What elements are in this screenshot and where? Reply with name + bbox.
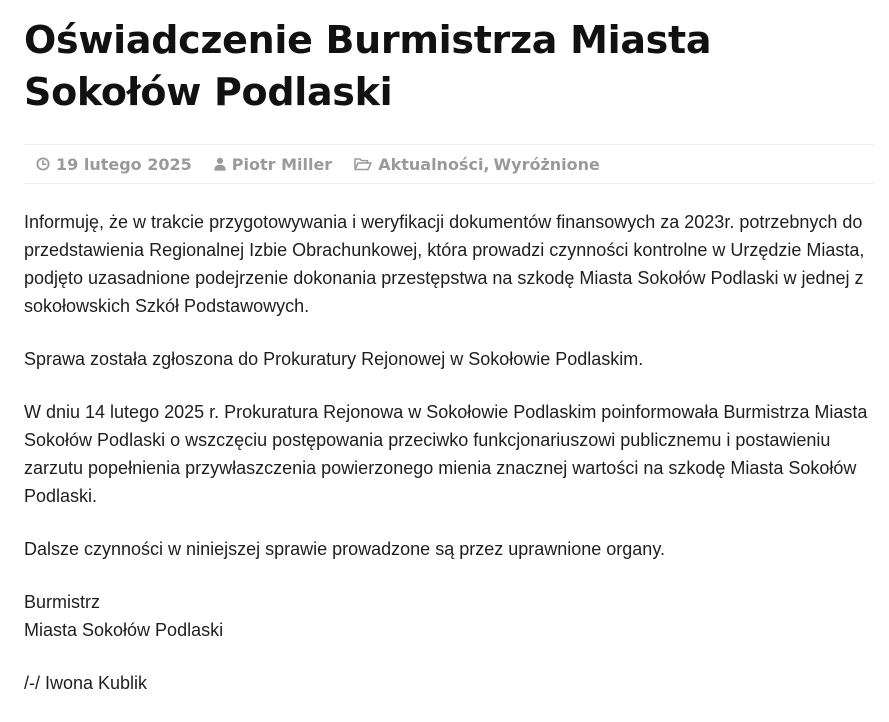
post-categories [354, 155, 600, 174]
folder-open-icon [354, 157, 372, 171]
user-icon [214, 157, 226, 171]
post-meta [24, 144, 874, 184]
page-title: Oświadczenie Burmistrza Miasta Sokołów Podlaski [24, 18, 712, 114]
category-link-wyroznione[interactable]: Wyróżnione [493, 154, 600, 174]
paragraph-1: Informuję, że w trakcie przygotowywania i weryfikacji dokumentów finansowych za 2023r. potrzebnych do przedstawienia Regionalnej Izbie Obrachunkowej, która prowadzi czynności kontrolne w Urzędzie Miasta, podjęto uzasadnione podejrzenie dokonania przestępstwa na szkodę Miasta Sokołów Podlaski w jednej z sokołowskich Szkół Podstawowych. [24, 212, 865, 316]
signature-title: Burmistrz [24, 592, 100, 612]
article-body [24, 208, 874, 697]
signature-block [24, 588, 874, 644]
signature-office: Miasta Sokołów Podlaski [24, 620, 224, 640]
clock-icon [36, 157, 50, 171]
paragraph-2: Sprawa została zgłoszona do Prokuratury Rejonowej w Sokołowie Podlaskim. [24, 349, 644, 369]
article [24, 14, 874, 722]
post-author-name[interactable]: Piotr Miller [231, 154, 333, 174]
paragraph-4: Dalsze czynności w niniejszej sprawie prowadzone są przez uprawnione organy. [24, 539, 665, 559]
category-separator: , [483, 154, 490, 174]
signature-name: /-/ Iwona Kublik [24, 673, 148, 693]
post-author[interactable] [214, 155, 332, 174]
post-date-text: 19 lutego 2025 [56, 154, 192, 174]
post-date[interactable] [36, 155, 192, 174]
paragraph-3: W dniu 14 lutego 2025 r. Prokuratura Rejonowa w Sokołowie Podlaskim poinformowała Burmistrza Miasta Sokołów Podlaski o wszczęciu postępowania przeciwko funkcjonariuszowi publicznemu i postawieniu zarzutu popełnienia przywłaszczenia powierzonego mienia znacznej wartości na szkodę Miasta Sokołów Podlaski. [24, 402, 868, 506]
category-link-aktualnosci[interactable]: Aktualności [378, 154, 484, 174]
